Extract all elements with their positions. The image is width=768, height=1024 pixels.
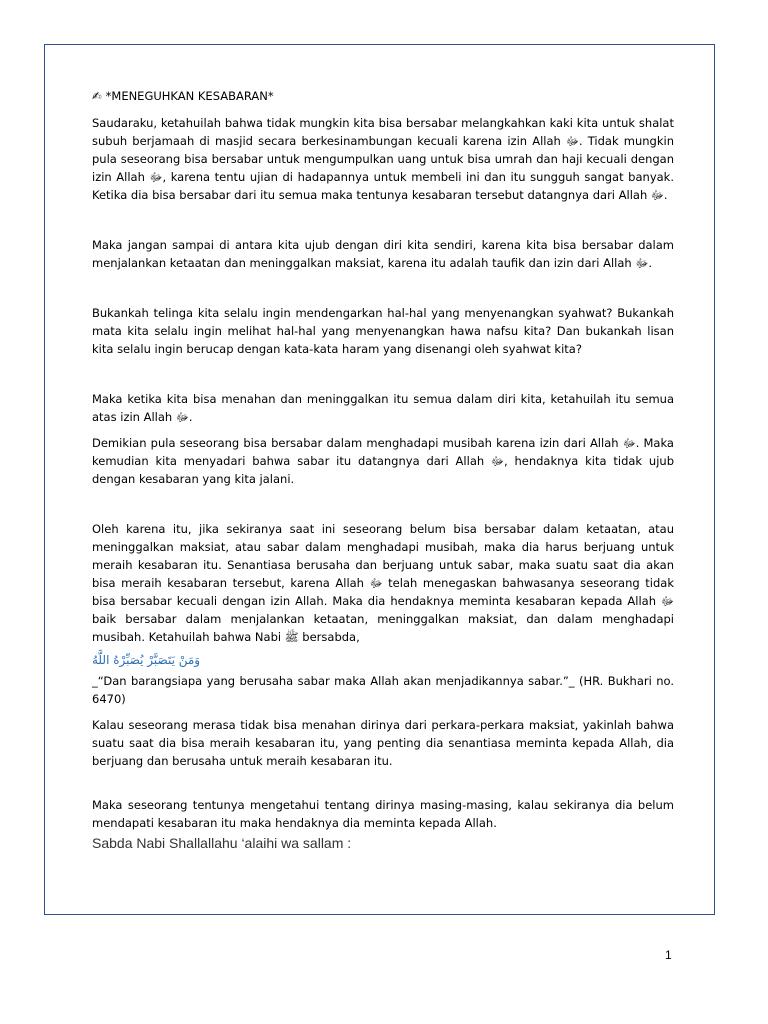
writing-hand-icon: ✍: [92, 89, 102, 103]
paragraph-2: Maka jangan sampai di antara kita ujub dengan diri kita sendiri, karena kita bisa bersabar dalam menjalankan ketaatan dan meninggalkan maksiat, karena itu adalah taufik dan izin dari Allah ﷻ.: [92, 238, 674, 270]
hadith-translation: _“Dan barangsiapa yang berusaha sabar maka Allah akan menjadikannya sabar.”_ (HR. Bukhari no. 6470): [92, 674, 674, 706]
paragraph-5: Demikian pula seseorang bisa bersabar dalam menghadapi musibah karena izin dari Allah ﷻ. Maka kemudian kita menyadari bahwa sabar itu datangnya dari Allah ﷻ, hendaknya kita tidak ujub dengan kesabaran yang kita jalani.: [92, 436, 674, 486]
paragraph-3: Bukankah telinga kita selalu ingin mendengarkan hal-hal yang menyenangkan syahwat? Bukankah mata kita selalu ingin melihat hal-hal yang menyenangkan hawa nafsu kita? Dan bukankah lisan kita selalu ingin berucap dengan kata-kata haram yang disenangi oleh syahwat kita?: [92, 306, 674, 356]
title-text: *MENEGUHKAN KESABARAN*: [105, 89, 274, 103]
closing-line: Sabda Nabi Shallallahu ‘alaihi wa sallam :: [92, 835, 352, 851]
page-number: 1: [665, 948, 672, 962]
paragraph-8: Maka seseorang tentunya mengetahui tentang dirinya masing-masing, kalau sekiranya dia belum mendapati kesabaran itu maka hendaknya dia meminta kepada Allah.: [92, 798, 674, 830]
paragraph-1: Saudaraku, ketahuilah bahwa tidak mungkin kita bisa bersabar melangkahkan kaki kita untuk shalat subuh berjamaah di masjid secara berkesinambungan kecuali karena izin Allah ﷻ. Tidak mungkin pula seseorang bisa bersabar untuk mengumpulkan uang untuk bisa umrah dan haji kecuali dengan izin Allah ﷻ, karena tentu ujian di hadapannya untuk membeli ini dan itu sungguh sangat banyak. Ketika dia bisa bersabar dari itu semua maka tentunya kesabaran tersebut datangnya dari Allah ﷻ.: [92, 116, 674, 202]
document-title: [92, 88, 674, 104]
paragraph-4: Maka ketika kita bisa menahan dan meninggalkan itu semua dalam diri kita, ketahuilah itu semua atas izin Allah ﷻ.: [92, 392, 674, 424]
arabic-hadith-quote: وَمَنْ يَتَصَبَّرْ يُصَبِّرْهُ اللَّهُ: [92, 653, 201, 667]
document-body: [92, 88, 674, 852]
paragraph-7: Kalau seseorang merasa tidak bisa menahan dirinya dari perkara-perkara maksiat, yakinlah bahwa suatu saat dia bisa meraih kesabaran itu, yang penting dia senantiasa meminta kepada Allah, dia berjuang dan berusaha untuk meraih kesabaran itu.: [92, 718, 674, 768]
paragraph-6: Oleh karena itu, jika sekiranya saat ini seseorang belum bisa bersabar dalam ketaatan, atau meninggalkan maksiat, atau sabar dalam menghadapi musibah, maka dia harus berjuang untuk meraih kesabaran itu. Senantiasa berusaha dan berjuang untuk sabar, maka suatu saat dia akan bisa meraih kesabaran tersebut, karena Allah ﷻ telah menegaskan bahwasanya seseorang tidak bisa bersabar kecuali dengan izin Allah. Maka dia hendaknya meminta kesabaran kepada Allah ﷻ baik bersabar dalam menjalankan ketaatan, meninggalkan maksiat, dan dalam menghadapi musibah. Ketahuilah bahwa Nabi ﷺ bersabda,: [92, 522, 674, 644]
